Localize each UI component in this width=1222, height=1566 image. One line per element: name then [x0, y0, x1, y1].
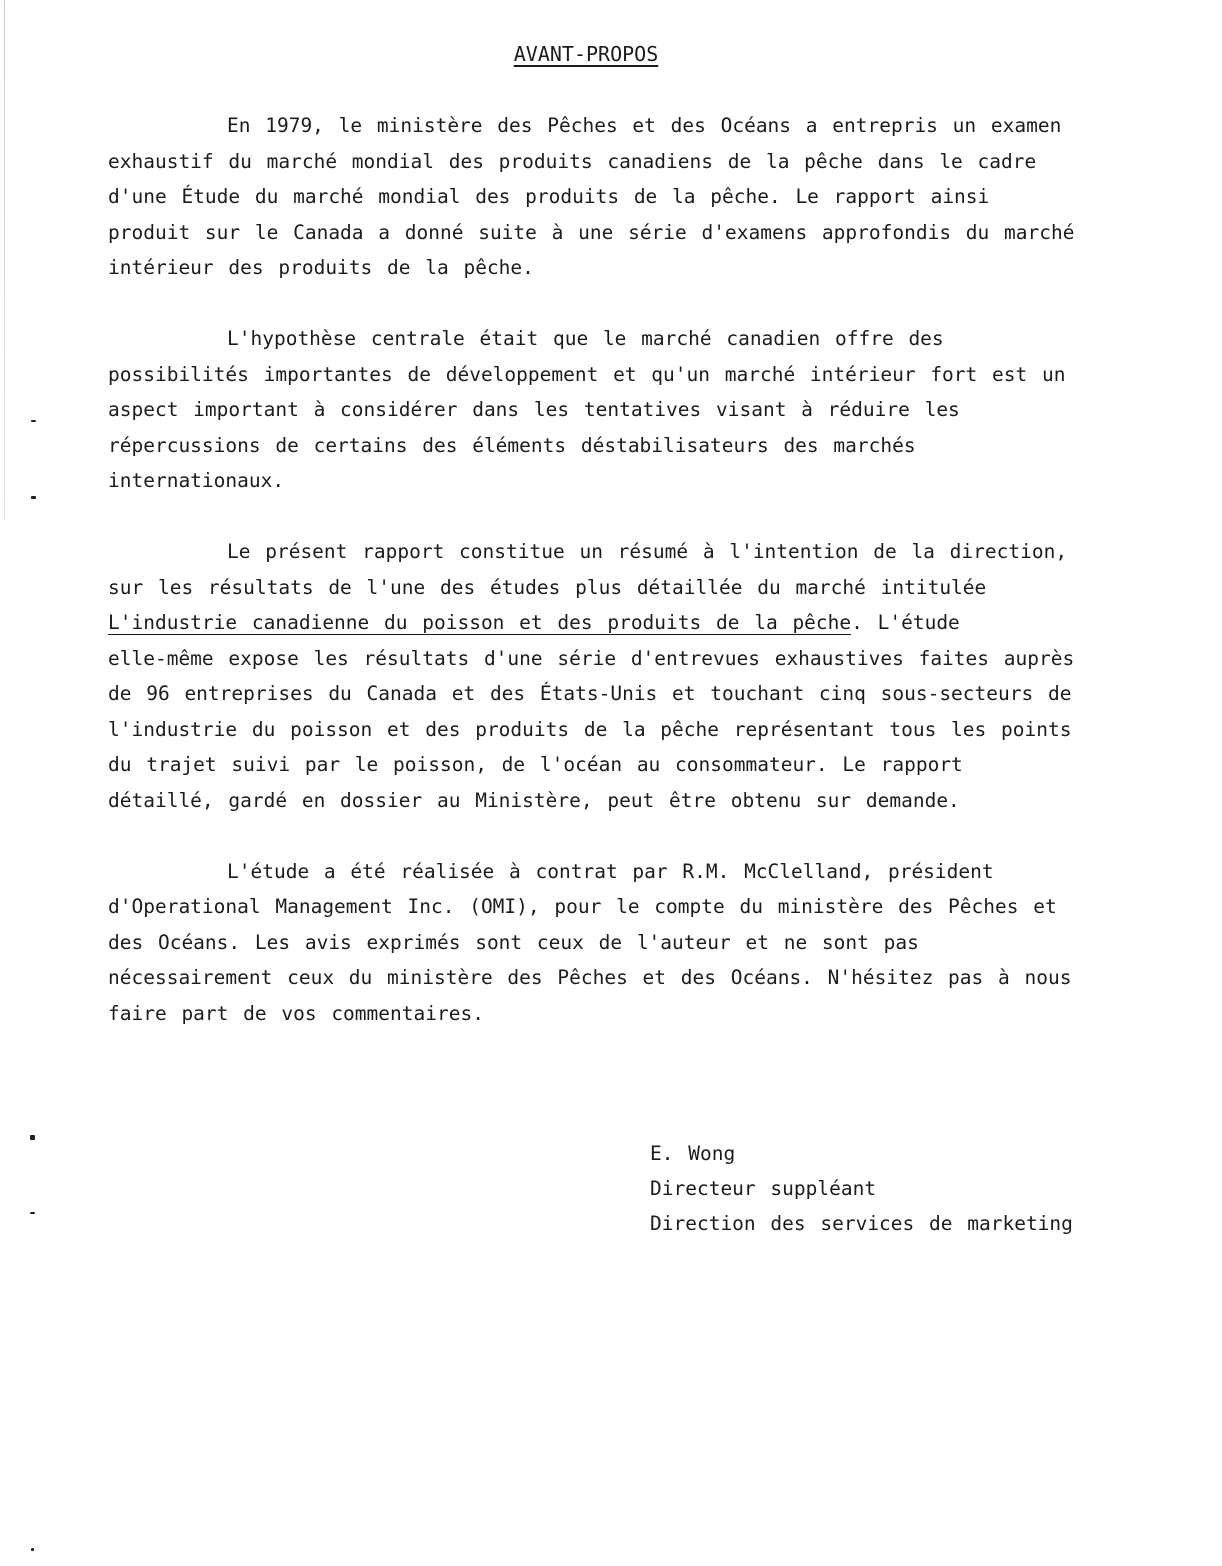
- paragraph-line: elle-même expose les résultats d'une série d'entrevues exhaustives faites auprès: [108, 646, 1075, 670]
- signatory-department: Direction des services de marketing: [650, 1212, 1073, 1235]
- signature-block: [650, 1136, 1073, 1241]
- paragraph-line: faire part de vos commentaires.: [108, 1001, 484, 1025]
- paragraph-line: d'Operational Management Inc. (OMI), pour le compte du ministère des Pêches et: [108, 895, 1057, 918]
- signatory-role: Directeur suppléant: [650, 1177, 877, 1200]
- paragraph-line: du trajet suivi par le poisson, de l'océan au consommateur. Le rapport: [108, 753, 963, 776]
- paragraph-line-with-title: [108, 605, 1088, 641]
- underlined-report-title: L'industrie canadienne du poisson et des produits de la pêche: [108, 611, 852, 634]
- scan-speck: [30, 1212, 35, 1214]
- paragraph-line: nécessairement ceux du ministère des Pêches et des Océans. N'hésitez pas à nous: [108, 966, 1072, 989]
- paragraph-line: internationaux.: [108, 469, 285, 492]
- paragraph-line: l'industrie du poisson et des produits de la pêche représentant tous les points: [108, 717, 1072, 741]
- paragraph-line: possibilités importantes de développement et qu'un marché intérieur fort est un: [108, 362, 1066, 386]
- paragraph-line: L'hypothèse centrale était que le marché canadien offre des: [227, 327, 944, 350]
- paragraph-line: répercussions de certains des éléments déstabilisateurs des marchés: [108, 433, 916, 457]
- title-trailing-text: . L'étude: [851, 611, 960, 634]
- paragraph-line: L'étude a été réalisée à contrat par R.M. McClelland, président: [227, 859, 994, 883]
- paragraph-1: [108, 108, 1088, 286]
- paragraph-line: de 96 entreprises du Canada et des États-Unis et touchant cinq sous-secteurs de: [108, 682, 1072, 705]
- scan-speck: [31, 496, 36, 499]
- scan-speck: [31, 1548, 34, 1551]
- paragraph-line: des Océans. Les avis exprimés sont ceux de l'auteur et ne sont pas: [108, 930, 919, 954]
- paragraph-3: [108, 534, 1088, 818]
- signatory-name: E. Wong: [650, 1142, 736, 1165]
- paragraph-line: détaillé, gardé en dossier au Ministère, peut être obtenu sur demande.: [108, 788, 960, 812]
- paragraph-line: sur les résultats de l'une des études plus détaillée du marché intitulée: [108, 575, 987, 599]
- paragraph-2: [108, 321, 1088, 499]
- paragraph-line: produit sur le Canada a donné suite à une série d'examens approfondis du marché: [108, 220, 1075, 244]
- paragraph-line: d'une Étude du marché mondial des produits de la pêche. Le rapport ainsi: [108, 185, 990, 208]
- paragraph-4: [108, 854, 1088, 1032]
- page-title: AVANT-PROPOS: [513, 42, 659, 66]
- scan-speck: [31, 420, 36, 422]
- paragraph-line: intérieur des produits de la pêche.: [108, 256, 534, 279]
- body-text: [108, 108, 1088, 1067]
- scan-edge-artifact: [4, 0, 5, 520]
- paragraph-line: exhaustif du marché mondial des produits canadiens de la pêche dans le cadre: [108, 149, 1037, 173]
- paragraph-line: Le présent rapport constitue un résumé à l'intention de la direction,: [227, 540, 1068, 563]
- paragraph-line: aspect important à considérer dans les tentatives visant à réduire les: [108, 398, 960, 421]
- paragraph-line: En 1979, le ministère des Pêches et des Océans a entrepris un examen: [227, 114, 1062, 137]
- scan-speck: [30, 1135, 35, 1140]
